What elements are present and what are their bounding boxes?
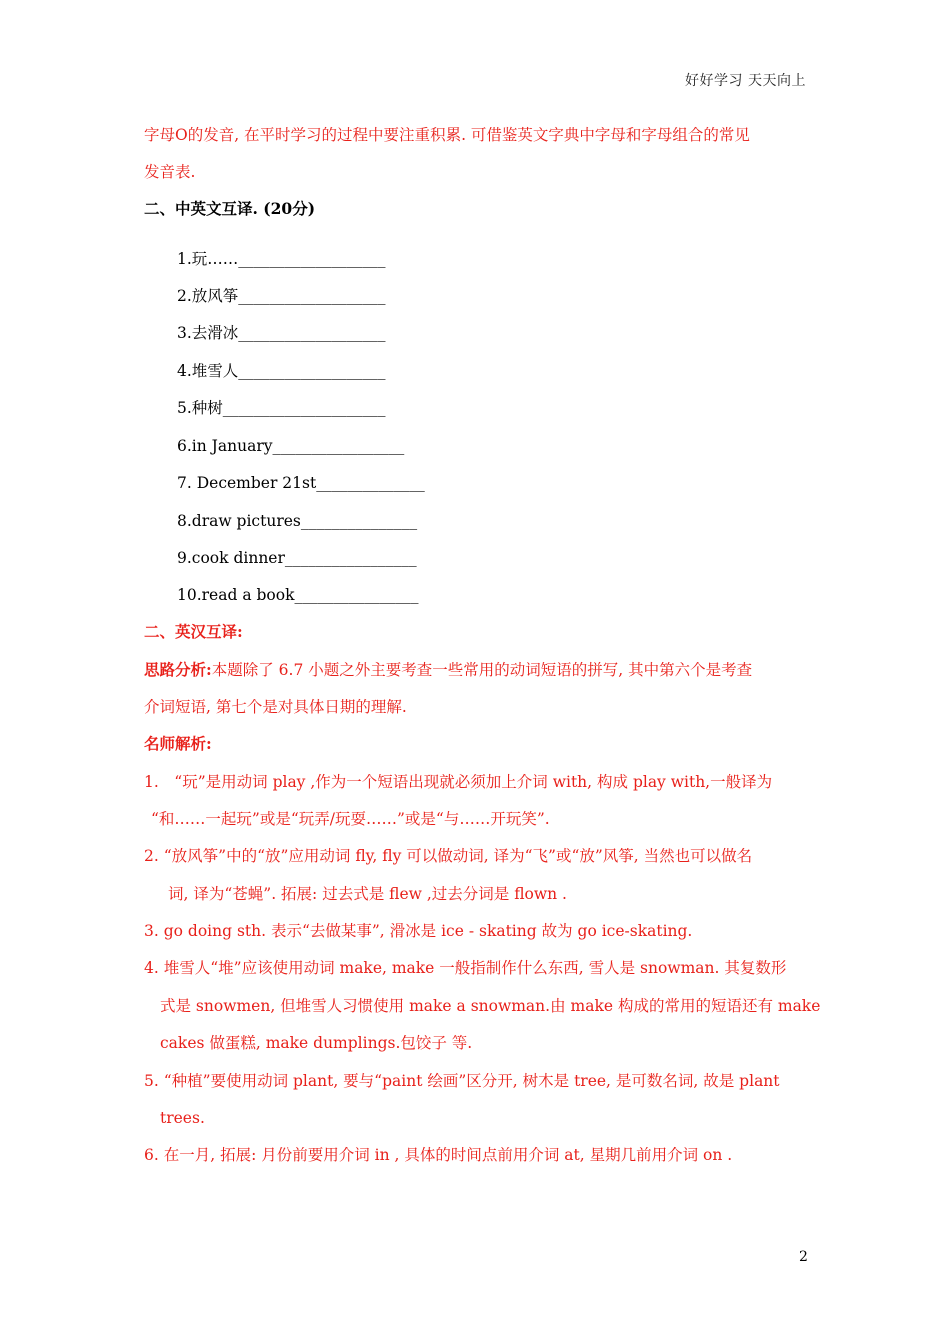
question-item: 8.draw pictures_______________	[177, 512, 418, 530]
question-item: 3.去滑冰___________________	[177, 324, 386, 342]
explanation-line: cakes 做蛋糕, make dumplings.包饺子 等.	[160, 1034, 473, 1052]
page-number: 2	[799, 1249, 808, 1265]
question-item: 4.堆雪人___________________	[177, 362, 386, 380]
explanation-line: 4. 堆雪人“堆”应该使用动词 make, make 一般指制作什么东西, 雪人是 snowman. 其复数形	[144, 959, 787, 977]
explain-title: 名师解析:	[144, 734, 212, 753]
explanation-line: 5. “种植”要使用动词 plant, 要与“paint 绘画”区分开, 树木是 tree, 是可数名词, 故是 plant	[144, 1072, 780, 1090]
analysis-line-1	[144, 660, 752, 680]
analysis-label: 思路分析:	[144, 660, 212, 679]
analysis-text: 本题除了 6.7 小题之外主要考查一些常用的动词短语的拼写, 其中第六个是考查	[211, 661, 753, 679]
intro-line-2: 发音表.	[144, 163, 196, 181]
explanation-line: 6. 在一月, 拓展: 月份前要用介词 in , 具体的时间点前用介词 at, 星期几前用介词 on .	[144, 1146, 733, 1164]
question-item: 9.cook dinner_________________	[177, 549, 417, 567]
explanation-line: 词, 译为“苍蝇”. 拓展: 过去式是 flew ,过去分词是 flown .	[168, 885, 567, 903]
explanation-line: trees.	[160, 1109, 205, 1127]
page-header: 好好学习 天天向上	[685, 73, 806, 89]
explanation-line: 3. go doing sth. 表示“去做某事”, 滑冰是 ice - skating 故为 go ice-skating.	[144, 922, 693, 940]
question-item: 5.种树_____________________	[177, 399, 386, 417]
question-item: 2.放风筝___________________	[177, 287, 386, 305]
explanation-line: “和……一起玩”或是“玩弄/玩耍……”或是“与……开玩笑”.	[151, 810, 550, 828]
explanation-line: 2. “放风筝”中的“放”应用动词 fly, fly 可以做动词, 译为“飞”或“放”风筝, 当然也可以做名	[144, 847, 753, 865]
answer-title: 二、英汉互译:	[144, 622, 243, 641]
analysis-line-2: 介词短语, 第七个是对具体日期的理解.	[144, 698, 407, 716]
question-item: 6.in January_________________	[177, 437, 405, 455]
explanation-line: 式是 snowmen, 但堆雪人习惯使用 make a snowman.由 make 构成的常用的短语还有 make	[160, 997, 821, 1015]
explanation-line: 1. “玩”是用动词 play ,作为一个短语出现就必须加上介词 with, 构成 play with,一般译为	[144, 773, 773, 791]
question-item: 7. December 21st______________	[177, 474, 425, 492]
intro-line-1: 字母O的发音, 在平时学习的过程中要注重积累. 可借鉴英文字典中字母和字母组合的常见	[144, 126, 750, 144]
question-item: 1.玩……___________________	[177, 250, 386, 268]
section-title: 二、中英文互译. (20分)	[144, 199, 316, 218]
question-item: 10.read a book________________	[177, 586, 419, 604]
